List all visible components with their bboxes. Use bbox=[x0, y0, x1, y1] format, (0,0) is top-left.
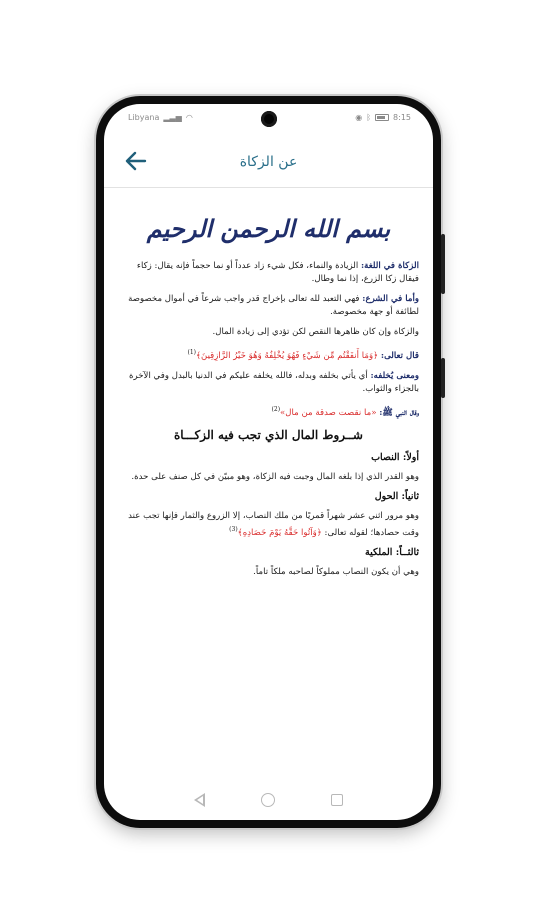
nfc-icon: ◉ bbox=[355, 113, 363, 122]
bluetooth-icon: ᛒ bbox=[366, 113, 372, 122]
paragraph-meaning bbox=[118, 370, 419, 396]
term-hadith: وقال النبي ﷺ: bbox=[379, 407, 419, 418]
article-content bbox=[118, 198, 419, 768]
phone-frame bbox=[96, 96, 441, 828]
term-sharia: وأما في الشرع: bbox=[362, 294, 419, 304]
nav-back-icon[interactable] bbox=[194, 793, 205, 807]
paragraph-hadith bbox=[118, 403, 419, 420]
paragraph-quran-1 bbox=[118, 346, 419, 363]
section-title: شــروط المال الذي تجب فيه الزكـــاة bbox=[174, 427, 363, 442]
text-meaning: أي يأتي بخلفه وبدله، فالله يخلفه عليكم في الدنيا بالبدل وفي الآخرة بالجزاء والثواب. bbox=[128, 370, 419, 394]
power-button bbox=[441, 358, 445, 398]
hadith-text: «ما نقصت صدقة من مال» bbox=[280, 407, 380, 418]
term-meaning: ومعنى يُخلفه: bbox=[370, 370, 419, 381]
carrier-label: Libyana bbox=[128, 113, 160, 122]
quran-verse-2: ﴿وَآتُوا حَقَّهُ يَوْمَ حَصَادِهِ﴾ bbox=[237, 527, 322, 538]
paragraph-ownership: وهي أن يكون النصاب مملوكاً لصاحبه ملكاً تاماً. bbox=[253, 566, 419, 577]
heading-nisab: أولاً: النصاب bbox=[371, 451, 419, 463]
status-bar bbox=[104, 104, 433, 130]
battery-icon bbox=[375, 114, 389, 121]
arrow-left-icon[interactable] bbox=[122, 148, 150, 176]
heading-ownership: ثالثــاً: الملكية bbox=[365, 546, 419, 558]
volume-button bbox=[441, 234, 445, 294]
paragraph-language bbox=[118, 260, 419, 286]
paragraph-sharia bbox=[118, 293, 419, 319]
system-nav-bar bbox=[104, 780, 433, 820]
footnote-1: (1) bbox=[187, 349, 196, 356]
paragraph-increase: والزكاة وإن كان ظاهرها النقص لكن تؤدي إلى زيادة المال. bbox=[212, 327, 419, 337]
text-language: الزيادة والنماء، فكل شيء زاد عدداً أو نما حجماً فإنه يقال: زكاء فيقال زكا الزرع، إذا نما وطال. bbox=[136, 261, 419, 284]
quran-verse-1: ﴿وَمَا أَنفَقْتُم مِّن شَيْءٍ فَهُوَ يُخْلِفُهُ وَهُوَ خَيْرُ الرَّازِقِينَ﴾ bbox=[196, 350, 381, 361]
paragraph-hawl bbox=[118, 510, 419, 540]
paragraph-nisab: وهو القدر الذي إذا بلغه المال وجبت فيه الزكاة، وهو مبيّن في كل صنف على حدة. bbox=[131, 471, 419, 482]
clock-time: 8:15 bbox=[393, 113, 411, 122]
term-language: الزكاة في اللغة: bbox=[361, 261, 419, 271]
text-hawl: وهو مرور اثني عشر شهراً قمريًا من ملك النصاب، إلا الزروع والثمار فإنها تجب عند وقت حصادها؛ لقوله تعالى: bbox=[128, 510, 419, 538]
app-bar bbox=[104, 136, 433, 188]
nav-recents-icon[interactable] bbox=[331, 794, 343, 806]
footnote-2: (2) bbox=[271, 405, 281, 413]
page-title: عن الزكاة bbox=[239, 153, 298, 170]
text-sharia: فهي التعبد لله تعالى بإخراج قدر واجب شرعاً في أموال مخصوصة لطائفة أو جهة مخصوصة. bbox=[128, 294, 419, 317]
screen bbox=[104, 104, 433, 820]
basmala-calligraphy: بسم الله الرحمن الرحيم bbox=[146, 214, 391, 243]
footnote-3: (3) bbox=[229, 525, 238, 533]
term-quran-1: قال تعالى: bbox=[380, 350, 419, 361]
front-camera bbox=[261, 111, 277, 127]
heading-hawl: ثانياً: الحول bbox=[374, 490, 419, 502]
nav-home-icon[interactable] bbox=[261, 793, 275, 807]
wifi-icon: ◠ bbox=[185, 113, 193, 122]
signal-icon: ▂▃▅ bbox=[163, 113, 182, 122]
